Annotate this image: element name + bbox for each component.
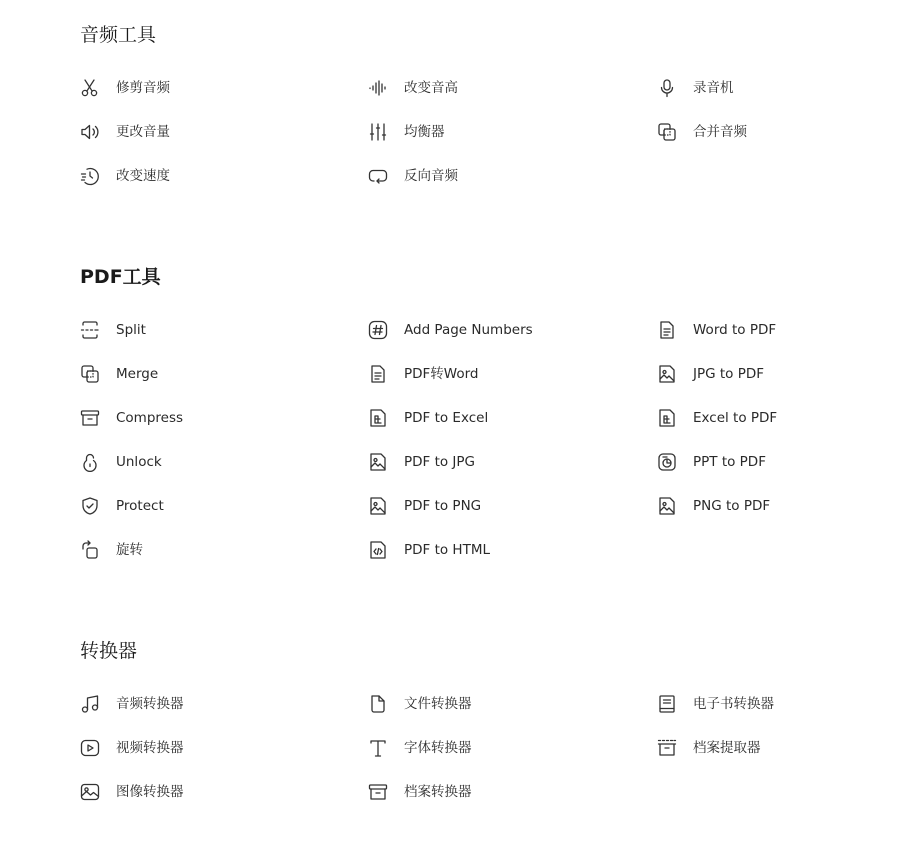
reverse-loop-icon — [368, 166, 388, 186]
tool-reverse-audio[interactable] — [368, 164, 458, 188]
tool-label: Unlock — [116, 454, 162, 470]
merge-squares-icon — [657, 122, 677, 142]
tool-rotate[interactable] — [80, 538, 143, 562]
tool-ebook-converter[interactable] — [657, 692, 774, 716]
tool-word-to-pdf[interactable] — [657, 318, 776, 342]
tool-label: PDF to Excel — [404, 410, 489, 426]
tool-archive-converter[interactable] — [368, 780, 472, 804]
tool-audio-converter[interactable] — [80, 692, 184, 716]
scissors-icon — [80, 78, 100, 98]
tool-label: Merge — [116, 366, 159, 382]
image-doc-icon — [657, 364, 677, 384]
tool-label: Compress — [116, 410, 184, 426]
presentation-doc-icon — [657, 452, 677, 472]
tool-label: 均衡器 — [404, 124, 445, 140]
document-lines-icon — [657, 320, 677, 340]
merge-squares-icon — [80, 364, 100, 384]
tool-pdf-to-jpg[interactable] — [368, 450, 475, 474]
speed-icon — [80, 166, 100, 186]
tool-label: 更改音量 — [116, 124, 170, 140]
tool-label: Protect — [116, 498, 164, 514]
image-doc-icon — [368, 452, 388, 472]
split-icon — [80, 320, 100, 340]
section-title: 音频工具 — [80, 24, 157, 46]
tool-archive-extractor[interactable] — [657, 736, 761, 760]
tool-label: 改变音高 — [404, 80, 458, 96]
waveform-icon — [368, 78, 388, 98]
tool-recorder[interactable] — [657, 76, 734, 100]
tool-label: 视频转换器 — [116, 740, 184, 756]
tool-label: PNG to PDF — [693, 498, 771, 514]
tool-label: 合并音频 — [693, 124, 747, 140]
shield-check-icon — [80, 496, 100, 516]
spreadsheet-doc-icon — [368, 408, 388, 428]
tool-pdf-to-png[interactable] — [368, 494, 481, 518]
archive-icon — [80, 408, 100, 428]
tool-add-page-numbers[interactable] — [368, 318, 533, 342]
archive-icon — [368, 782, 388, 802]
font-icon — [368, 738, 388, 758]
tool-excel-to-pdf[interactable] — [657, 406, 777, 430]
section-title: PDF工具 — [80, 266, 161, 288]
rotate-icon — [80, 540, 100, 560]
tool-label: Excel to PDF — [693, 410, 778, 426]
tool-jpg-to-pdf[interactable] — [657, 362, 764, 386]
tool-compress[interactable] — [80, 406, 183, 430]
tool-label: 音频转换器 — [116, 696, 184, 712]
tool-equalizer[interactable] — [368, 120, 445, 144]
tool-pdf-to-html[interactable] — [368, 538, 490, 562]
equalizer-icon — [368, 122, 388, 142]
tool-label: PDF to PNG — [404, 498, 482, 514]
tool-pdf-to-excel[interactable] — [368, 406, 488, 430]
tool-label: PDF to JPG — [404, 454, 476, 470]
speaker-icon — [80, 122, 100, 142]
tool-png-to-pdf[interactable] — [657, 494, 770, 518]
tool-split[interactable] — [80, 318, 146, 342]
tool-change-speed[interactable] — [80, 164, 170, 188]
tool-label: 图像转换器 — [116, 784, 184, 800]
unlock-icon — [80, 452, 100, 472]
tool-image-converter[interactable] — [80, 780, 184, 804]
tool-ppt-to-pdf[interactable] — [657, 450, 766, 474]
tool-label: PDF转Word — [404, 366, 479, 382]
tool-label: 档案提取器 — [693, 740, 761, 756]
tool-label: 反向音频 — [404, 168, 458, 184]
image-doc-icon — [657, 496, 677, 516]
tool-file-converter[interactable] — [368, 692, 472, 716]
tool-merge-audio[interactable] — [657, 120, 747, 144]
spreadsheet-doc-icon — [657, 408, 677, 428]
tool-label: JPG to PDF — [693, 366, 765, 382]
tool-change-pitch[interactable] — [368, 76, 458, 100]
ebook-icon — [657, 694, 677, 714]
tool-label: 文件转换器 — [404, 696, 472, 712]
document-lines-icon — [368, 364, 388, 384]
archive-extract-icon — [657, 738, 677, 758]
tool-unlock[interactable] — [80, 450, 162, 474]
tool-label: 录音机 — [693, 80, 734, 96]
tool-label: 档案转换器 — [404, 784, 472, 800]
tool-label: 电子书转换器 — [693, 696, 774, 712]
image-icon — [80, 782, 100, 802]
section-title: 转换器 — [80, 640, 138, 662]
tool-protect[interactable] — [80, 494, 164, 518]
tool-label: 改变速度 — [116, 168, 170, 184]
tool-label: Word to PDF — [693, 322, 777, 338]
image-doc-icon — [368, 496, 388, 516]
tool-label: Add Page Numbers — [404, 322, 533, 338]
tool-trim-audio[interactable] — [80, 76, 170, 100]
tool-font-converter[interactable] — [368, 736, 472, 760]
tool-label: 字体转换器 — [404, 740, 472, 756]
tool-label: 修剪音频 — [116, 80, 170, 96]
microphone-icon — [657, 78, 677, 98]
tool-video-converter[interactable] — [80, 736, 184, 760]
tool-merge[interactable] — [80, 362, 158, 386]
hash-icon — [368, 320, 388, 340]
tool-label: Split — [116, 322, 146, 338]
tool-label: 旋转 — [116, 542, 143, 558]
file-icon — [368, 694, 388, 714]
tool-label: PDF to HTML — [404, 542, 491, 558]
tool-pdf-to-word[interactable] — [368, 362, 479, 386]
tool-change-volume[interactable] — [80, 120, 170, 144]
play-icon — [80, 738, 100, 758]
tool-label: PPT to PDF — [693, 454, 766, 470]
code-doc-icon — [368, 540, 388, 560]
music-note-icon — [80, 694, 100, 714]
